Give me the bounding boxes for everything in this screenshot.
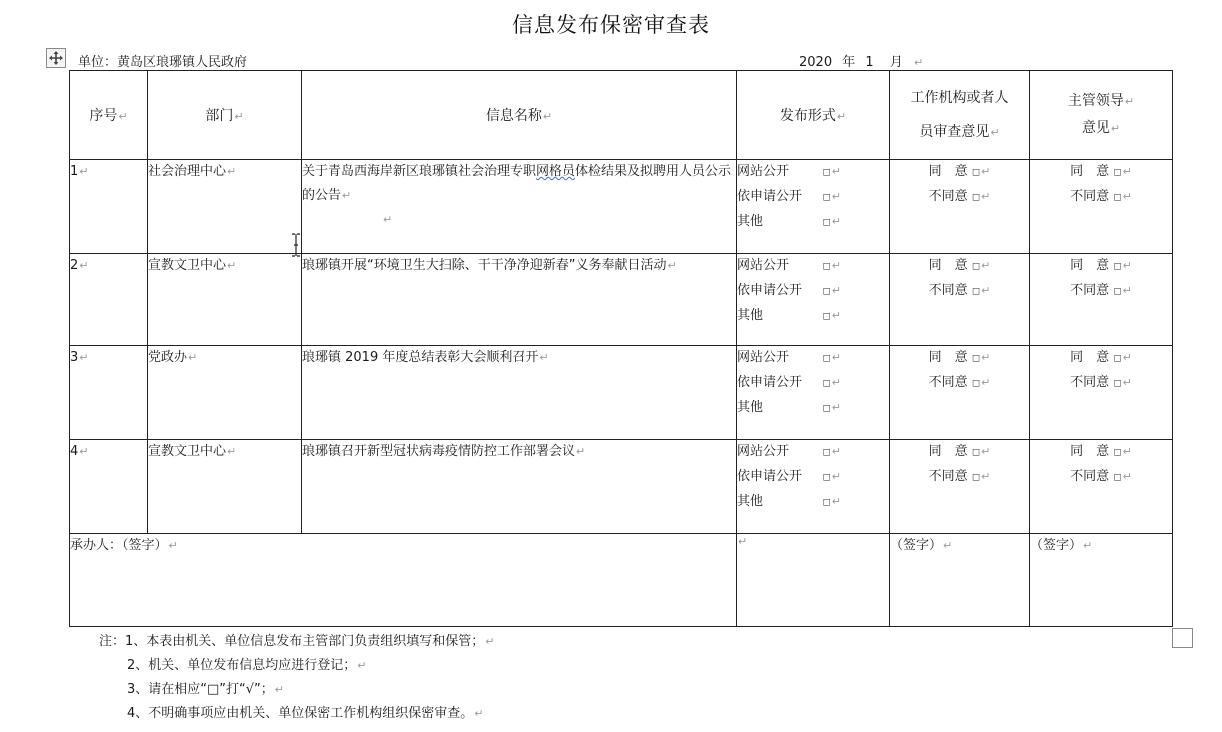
row-dept[interactable]: 党政办↵: [148, 346, 302, 440]
option-on-request[interactable]: 依申请公开 ◻↵: [737, 189, 841, 204]
spelling-squiggle: 网格员: [536, 164, 576, 179]
publish-form-options: [737, 160, 890, 254]
option-agree[interactable]: 同 意 ◻↵: [1070, 350, 1132, 365]
option-disagree[interactable]: 不同意 ◻↵: [928, 189, 991, 204]
leader-opinion-options: [1030, 346, 1173, 440]
option-disagree[interactable]: 不同意 ◻↵: [928, 375, 991, 390]
option-other[interactable]: 其他 ◻↵: [737, 308, 841, 323]
notes-section: [99, 630, 495, 726]
row-title[interactable]: 琅琊镇开展“环境卫生大扫除、干干净净迎新春”义务奉献日活动↵: [302, 254, 737, 346]
option-website[interactable]: 网站公开 ◻↵: [737, 350, 841, 365]
date-month-label: 月: [889, 55, 903, 70]
note-item: 4、不明确事项应由机关、单位保密工作机构组织保密审查。↵: [127, 706, 484, 721]
option-disagree[interactable]: 不同意 ◻↵: [1070, 375, 1132, 390]
header-seq: 序号↵: [70, 71, 148, 160]
option-other[interactable]: 其他 ◻↵: [737, 494, 841, 509]
date-line: [799, 51, 929, 70]
option-on-request[interactable]: 依申请公开 ◻↵: [737, 375, 841, 390]
org-opinion-options: [890, 440, 1030, 534]
org-opinion-options: [890, 160, 1030, 254]
option-disagree[interactable]: 不同意 ◻↵: [1070, 469, 1132, 484]
option-website[interactable]: 网站公开 ◻↵: [737, 258, 841, 273]
org-opinion-options: [890, 346, 1030, 440]
publish-form-signature-cell[interactable]: ↵: [737, 534, 890, 627]
header-dept: 部门↵: [148, 71, 302, 160]
option-disagree[interactable]: 不同意 ◻↵: [928, 283, 991, 298]
org-signature-cell[interactable]: （签字）↵: [890, 534, 1030, 627]
table-header-row: [70, 71, 1173, 160]
handler-signature-cell[interactable]: 承办人：（签字）↵: [70, 534, 737, 627]
row-seq[interactable]: 4↵: [70, 440, 148, 534]
option-website[interactable]: 网站公开 ◻↵: [737, 444, 841, 459]
option-agree[interactable]: 同 意 ◻↵: [1070, 444, 1132, 459]
date-year: 2020: [799, 55, 833, 70]
option-agree[interactable]: 同 意 ◻↵: [928, 350, 991, 365]
option-disagree[interactable]: 不同意 ◻↵: [928, 469, 991, 484]
note-item: 注：1、本表由机关、单位信息发布主管部门负责组织填写和保管；↵: [99, 634, 495, 649]
option-other[interactable]: 其他 ◻↵: [737, 400, 841, 415]
header-info-name: 信息名称↵: [302, 71, 737, 160]
table-resize-handle[interactable]: [1172, 628, 1193, 648]
row-seq[interactable]: 1↵: [70, 160, 148, 254]
header-org-opinion: 工作机构或者人 员审查意见↵: [890, 71, 1030, 160]
row-seq[interactable]: 3↵: [70, 346, 148, 440]
org-opinion-options: [890, 254, 1030, 346]
review-table: [69, 70, 1173, 627]
option-agree[interactable]: 同 意 ◻↵: [1070, 258, 1132, 273]
row-dept[interactable]: 宣教文卫中心↵: [148, 254, 302, 346]
row-title[interactable]: 琅琊镇召开新型冠状病毒疫情防控工作部署会议↵: [302, 440, 737, 534]
row-dept[interactable]: 社会治理中心↵: [148, 160, 302, 254]
table-row: [70, 440, 1173, 534]
leader-opinion-options: [1030, 160, 1173, 254]
option-website[interactable]: 网站公开 ◻↵: [737, 164, 841, 179]
option-disagree[interactable]: 不同意 ◻↵: [1070, 189, 1132, 204]
option-agree[interactable]: 同 意 ◻↵: [928, 258, 991, 273]
publish-form-options: [737, 440, 890, 534]
paragraph-mark-icon: ↵: [913, 56, 924, 69]
table-row: [70, 346, 1173, 440]
text-cursor-icon: [291, 233, 301, 257]
option-on-request[interactable]: 依申请公开 ◻↵: [737, 469, 841, 484]
row-title[interactable]: 关于青岛西海岸新区琅琊镇社会治理专职网格员体检结果及拟聘用人员公示的公告↵ ↵: [302, 160, 737, 254]
option-agree[interactable]: 同 意 ◻↵: [928, 444, 991, 459]
option-agree[interactable]: 同 意 ◻↵: [928, 164, 991, 179]
unit-label: 单位：黄岛区琅琊镇人民政府: [78, 55, 248, 70]
row-seq[interactable]: 2↵: [70, 254, 148, 346]
date-month: 1: [865, 55, 874, 70]
header-leader-opinion: 主管领导↵ 意见↵: [1030, 71, 1173, 160]
leader-opinion-options: [1030, 254, 1173, 346]
signature-row: [70, 534, 1173, 627]
publish-form-options: [737, 254, 890, 346]
row-dept[interactable]: 宣教文卫中心↵: [148, 440, 302, 534]
leader-opinion-options: [1030, 440, 1173, 534]
page-title: 信息发布保密审查表: [512, 13, 710, 37]
table-move-handle-icon[interactable]: [46, 48, 66, 68]
option-on-request[interactable]: 依申请公开 ◻↵: [737, 283, 841, 298]
header-publish-form: 发布形式↵: [737, 71, 890, 160]
table-row: [70, 254, 1173, 346]
row-title[interactable]: 琅琊镇 2019 年度总结表彰大会顺利召开↵: [302, 346, 737, 440]
leader-signature-cell[interactable]: （签字）↵: [1030, 534, 1173, 627]
publish-form-options: [737, 346, 890, 440]
option-disagree[interactable]: 不同意 ◻↵: [1070, 283, 1132, 298]
option-agree[interactable]: 同 意 ◻↵: [1070, 164, 1132, 179]
note-item: 3、请在相应“□”打“√”；↵: [127, 682, 284, 697]
note-item: 2、机关、单位发布信息均应进行登记；↵: [127, 658, 367, 673]
table-row: [70, 160, 1173, 254]
date-year-label: 年: [842, 55, 856, 70]
option-other[interactable]: 其他 ◻↵: [737, 214, 841, 229]
